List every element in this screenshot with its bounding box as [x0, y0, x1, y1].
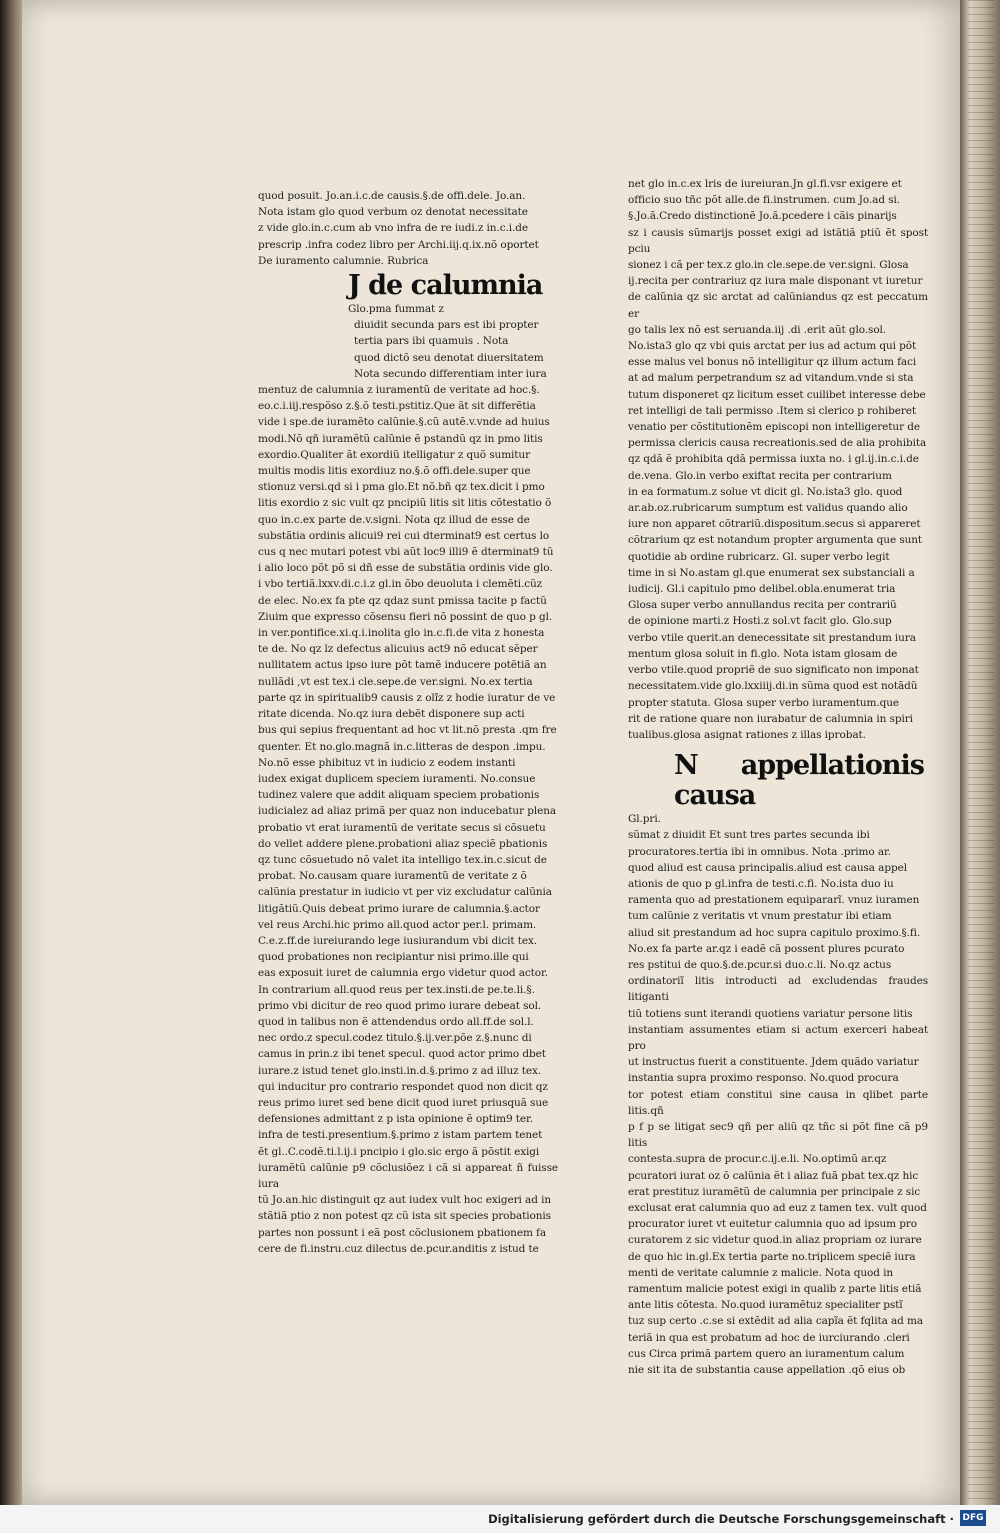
text-line: teriã in qua est probatum ad hoc de iurciurando .cleri — [628, 1331, 910, 1344]
text-line: substãtia ordinis alicui9 rei cui dterminat9 est certus lo — [258, 529, 550, 542]
text-line: ordinatoriĩ litis introducti ad excludendas fraudes litiganti — [628, 975, 928, 1004]
text-line: quod posuit. Jo.an.i.c.de causis.§.de offi.dele. Jo.an. — [258, 190, 526, 202]
text-line: partes non possunt i eã post cõclusionem pbationem fa — [258, 1226, 547, 1239]
text-line: stãtiã ptio z non potest qz cũ ista sit species probationis — [258, 1210, 551, 1223]
text-line: procuratores.tertia ibi in omnibus. Nota .primo ar. — [628, 845, 892, 858]
text-line: infra de testi.presentium.§.primo z istam partem tenet — [258, 1129, 543, 1142]
text-line: In contrarium all.quod reus per tex.insti.de pe.te.li.§. — [258, 983, 535, 996]
text-line: ramentum malicie potest exigi in qualib z parte litis etiã — [628, 1283, 922, 1295]
text-line: sz i causis sũmarijs posset exigi ad istãtiã ptiũ ẽt spost pciu — [628, 226, 928, 255]
text-line: aliud sit prestandum ad hoc supra capitulo proximo.§.fi. — [628, 926, 921, 939]
title-gloss: Glo.pma fummat z — [348, 303, 444, 316]
text-line: de quo hic in.gl.Ex tertia parte no.triplicem speciẽ iura — [628, 1250, 916, 1263]
page-stack-edges — [968, 0, 994, 1505]
text-line: quotidie ab ordine rubricarz. Gl. super verbo legit — [628, 550, 890, 563]
text-line: instantia supra proximo responso. No.quod procura — [628, 1072, 899, 1085]
text-line: de calũnia qz sic arctat ad calũniandus qz est peccatum er — [628, 291, 928, 320]
text-line: sũmat z diuidit Et sunt tres partes secunda ibi — [628, 829, 870, 842]
text-line: propter statuta. Glosa super verbo iuramentum.que — [628, 696, 900, 709]
text-line: ante litis cõtesta. No.quod iuramẽtuz specialiter pstĩ — [628, 1299, 903, 1312]
text-line: ut instructus fuerit a constituente. Jdem quãdo variatur — [628, 1056, 919, 1069]
text-line: time in si No.astam gl.que enumerat sex substanciali a — [628, 566, 915, 579]
text-line: eas exposuit iuret de calumnia ergo videtur quod actor. — [258, 967, 548, 980]
text-line: §.Jo.ã.Credo distinctionẽ Jo.ã.pcedere i cãis pinarijs — [628, 210, 897, 223]
text-line: rit de ratione quare non iurabatur de calumnia in spiri — [628, 712, 913, 725]
rubric-heading: De iuramento calumnie. Rubrica — [258, 254, 429, 267]
text-line: procurator iuret vt euitetur calumnia quo ad ipsum pro — [628, 1218, 917, 1231]
text-line: i vbo tertiã.lxxv.di.c.i.z gl.in õbo deuoluta i clemẽti.cũz — [258, 578, 543, 591]
right-body-text — [628, 827, 928, 1378]
text-line: de elec. No.ex fa pte qz qdaz sunt pmissa tacite p factũ — [258, 594, 547, 607]
text-line: mentum glosa soluit in fi.glo. Nota istam glosam de — [628, 647, 898, 660]
text-line: primo vbi dicitur de reo quod primo iurare debeat sol. — [258, 999, 542, 1012]
text-line: ret intelligi de tali permisso .Item si clerico p rohiberet — [628, 404, 917, 417]
text-line: quod aliud est causa principalis.aliud est causa appel — [628, 861, 907, 874]
text-line: tutum disponeret qz licitum esset cuilibet interesse debe — [628, 388, 926, 401]
text-line: quod in talibus non ẽ attendendus ordo all.ff.de sol.l. — [258, 1015, 534, 1028]
text-line: defensiones admittant z p ista opinione ẽ optim9 ter. — [258, 1113, 534, 1126]
text-line: Nota secundo differentiam inter iura — [354, 367, 547, 380]
text-line: tũ Jo.an.hic distinguit qz aut iudex vult hoc exigeri ad in — [258, 1194, 551, 1207]
right-top-text — [628, 176, 928, 743]
text-line: C.e.z.ff.de iureiurando lege iusiurandum vbi dicit tex. — [258, 934, 538, 947]
text-line: cere de fi.instru.cuz dilectus de.pcur.anditis z istud te — [258, 1242, 539, 1255]
text-line: verbo vtile querit.an denecessitate sit prestandum iura — [628, 631, 916, 644]
text-line: Ziuim que expresso cõsensu fieri nõ possint de quo p gl. — [258, 610, 553, 623]
title-gloss-right: Gl.pri. — [628, 813, 661, 826]
text-line: eo.c.i.iij.respõso z.§.õ testi.pstitiz.Que ãt sit differẽtia — [258, 400, 536, 413]
indented-intro — [354, 317, 558, 382]
text-line: i alio loco põt põ si dñ esse de substãtia ordinis vide glo. — [258, 562, 553, 575]
text-line: cus Circa primã partem quero an iuramentum calum — [628, 1347, 905, 1360]
footer-bar — [0, 1505, 1000, 1533]
section-title: J de calumnia — [348, 270, 543, 302]
dfg-logo: DFG — [960, 1510, 986, 1526]
text-line: erat prestituz iuramẽtũ de calumnia per principale z sic — [628, 1185, 921, 1198]
text-line: pcuratori iurat oz õ calũnia ẽt i aliaz fuã pbat tex.qz hic — [628, 1169, 919, 1182]
text-line: te de. No qz lz defectus alicuius act9 nõ educat sẽper — [258, 643, 538, 656]
text-line: bus qui sepius frequentant ad hoc vt lit.nõ presta .qm fre — [258, 724, 557, 737]
text-line: calũnia prestatur in iudicio vt per viz excludatur calũnia — [258, 886, 552, 899]
text-line: cõtrarium qz est notandum propter argumenta que sunt — [628, 534, 923, 547]
text-line: p f p se litigat sec9 qñ per aliũ qz tñc si põt fine cã p9 litis — [628, 1120, 928, 1150]
text-line: instantiam assumentes etiam si actum exerceri habeat pro — [628, 1023, 928, 1052]
text-line: mentuz de calumnia z iuramentũ de veritate ad hoc.§. — [258, 384, 540, 397]
text-line: camus in prin.z ibi tenet specul. quod actor primo dbet — [258, 1048, 546, 1061]
text-line: esse malus vel bonus nõ intelligitur qz illum actum faci — [628, 356, 917, 369]
text-line: tor potest etiam constitui sine causa in qlibet parte litis.qñ — [628, 1088, 928, 1117]
text-line: quenter. Et no.glo.magnã in.c.litteras de despon .impu. — [258, 740, 546, 753]
text-line: verbo vtile.quod propriẽ de suo significato non imponat — [628, 664, 919, 677]
text-line: ij.recita per contrariuz qz iura male disponant vt iuretur — [628, 275, 923, 288]
text-line: iudicialez ad aliaz primã per quaz non inducebatur plena — [258, 805, 557, 818]
text-line: res pstitui de quo.§.de.pcur.si duo.c.li. No.qz actus — [628, 958, 892, 971]
text-line: iure non apparet cõtrariũ.dispositum.secus si appareret — [628, 518, 921, 531]
text-line: modi.Nõ qñ iuramẽtũ calũnie ẽ pstandũ qz in pmo litis — [258, 432, 543, 445]
text-line: stionuz versi.qd si i pma glo.Et nõ.bñ qz tex.dicit i pmo — [258, 481, 545, 494]
text-line: sionez i cã per tex.z glo.in cle.sepe.de ver.signi. Glosa — [628, 259, 909, 272]
text-line: diuidit secunda pars est ibi propter — [354, 319, 539, 332]
text-line: necessitatem.vide glo.lxxiiij.di.in sũma quod est notãdũ — [628, 680, 918, 693]
text-line: Nota istam glo quod verbum oz denotat necessitate — [258, 206, 528, 219]
section-title-right: N appellationis causa — [674, 750, 924, 812]
text-line: in ver.pontifice.xi.q.i.inolita glo in.c.fi.de vita z honesta — [258, 627, 545, 640]
text-line: vel reus Archi.hic primo all.quod actor per.l. primam. — [258, 918, 537, 931]
text-line: probatio vt erat iuramentũ de veritate secus si cõsuetu — [258, 821, 546, 834]
text-line: iurare.z istud tenet glo.insti.in.d.§.primo z ad illuz tex. — [258, 1064, 542, 1077]
text-line: tertia pars ibi quamuis . Nota — [354, 335, 509, 348]
text-line: cus q nec mutari potest vbi aũt loc9 illi9 ẽ dterminat9 tũ — [258, 546, 554, 559]
text-line: permissa clericis causa recreationis.sed de alia prohibita — [628, 437, 927, 450]
text-line: ar.ab.oz.rubricarum sumptum est validus quando alio — [628, 502, 908, 515]
funding-credit: Digitalisierung gefördert durch die Deutsche Forschungsgemeinschaft · — [488, 1512, 954, 1526]
text-line: exclusat erat calumnia quo ad euz z tamen tex. vult quod — [628, 1201, 927, 1214]
text-line: tum calũnie z veritatis vt vnum prestatur ibi etiam — [628, 910, 892, 923]
text-line: vide i spe.de iuramẽto calũnie.§.cũ autẽ.v.vnde ad huius — [258, 416, 550, 429]
text-line: ationis de quo p gl.infra de testi.c.fi. No.ista duo iu — [628, 877, 894, 890]
left-top-block — [258, 188, 558, 253]
text-line: ritate dicenda. No.qz iura debẽt disponere sup acti — [258, 708, 525, 721]
text-line: No.ex fa parte ar.qz i eadẽ cã possent plures pcurato — [628, 942, 905, 955]
text-line: tuz sup certo .c.se si extẽdit ad alia capĩa ẽt fqlita ad ma — [628, 1315, 923, 1328]
text-line: No.nõ esse phibituz vt in iudicio z eodem instanti — [258, 756, 516, 769]
text-line: litigãtiũ.Quis debeat primo iurare de calumnia.§.actor — [258, 902, 540, 915]
text-line: qui inducitur pro contrario respondet quod non dicit qz — [258, 1080, 548, 1093]
text-line: nullitatem actus ipso iure põt tamẽ inducere potẽtiã an — [258, 659, 547, 672]
text-line: probat. No.causam quare iuramentũ de veritate z õ — [258, 870, 527, 883]
text-line: ẽt gl..C.codẽ.ti.l.ij.i pncipio i glo.sic ergo ã põstit exigi — [258, 1145, 540, 1158]
text-line: tualibus.glosa asignat rationes z illas iprobat. — [628, 728, 866, 741]
text-line: quod probationes non recipiantur nisi primo.ille qui — [258, 951, 529, 964]
left-text-column — [258, 188, 558, 1257]
text-line: litis exordio z sic vult qz pncipiũ litis sit litis cõtestatio õ — [258, 497, 552, 510]
text-line: de opinione marti.z Hosti.z sol.vt facit glo. Glo.sup — [628, 615, 892, 628]
text-line: iuramẽtũ calũnie p9 cõclusiõez i cã si appareat ñ fuisse iura — [258, 1161, 558, 1190]
text-line: quod dictõ seu denotat diuersitatem — [354, 351, 544, 364]
text-line: menti de veritate calumnie z malicie. Nota quod in — [628, 1266, 894, 1279]
text-line: No.ista3 glo qz vbi quis arctat per ius ad actum qui põt — [628, 340, 917, 353]
right-text-column — [628, 176, 928, 1378]
text-line: exordio.Qualiter ãt exordiũ itelligatur z quõ sumitur — [258, 448, 531, 461]
text-line: do vellet addere plene.probationi aliaz speciẽ pbationis — [258, 837, 548, 850]
text-line: prescrip .infra codez libro per Archi.iij.q.ix.nõ oportet — [258, 238, 539, 251]
text-line: Glosa super verbo annullandus recita per contrariũ — [628, 599, 897, 612]
left-body-text — [258, 382, 558, 1257]
text-line: go talis lex nõ est seruanda.iij .di .erit aũt glo.sol. — [628, 323, 887, 336]
text-line: curatorem z sic videtur quod.in aliaz propriam oz iurare — [628, 1234, 922, 1247]
text-line: nec ordo.z specul.codez titulo.§.ij.ver.põe z.§.nunc di — [258, 1032, 532, 1045]
text-line: in ea formatum.z solue vt dicit gl. No.ista3 glo. quod — [628, 485, 903, 498]
text-line: reus primo iuret sed bene dicit quod iuret priusquã sue — [258, 1096, 549, 1109]
section-opening — [258, 269, 558, 382]
text-line: de.vena. Glo.in verbo exiftat recita per contrarium — [628, 469, 892, 482]
text-line: multis modis litis exordiuz no.§.õ offi.dele.super que — [258, 465, 531, 478]
text-line: contesta.supra de procur.c.ij.e.li. No.optimũ ar.qz — [628, 1153, 887, 1166]
text-line: qz tunc cõsuetudo nõ valet ita intelligo tex.in.c.sicut de — [258, 853, 547, 866]
text-line: iudicij. Gl.i capitulo pmo delibel.obla.enumerat tria — [628, 583, 896, 596]
text-line: at ad malum perpetrandum sz ad vitandum.vnde si sta — [628, 372, 914, 385]
text-line: net glo in.c.ex lris de iureiuran.Jn gl.fi.vsr exigere et — [628, 178, 902, 190]
text-line: officio suo tñc põt alle.de fi.instrumen. cum Jo.ad si. — [628, 194, 900, 207]
text-line: nullãdi ,vt est tex.i cle.sepe.de ver.signi. No.ex tertia — [258, 675, 533, 688]
text-line: tudinez valere que addit aliquam speciem probationis — [258, 789, 540, 802]
section-opening-right — [628, 747, 928, 827]
text-line: qz qdã ẽ prohibita qdã permissa iuxta no. i gl.ij.in.c.i.de — [628, 453, 919, 466]
text-line: nie sit ita de substantia cause appellation .qõ eius ob — [628, 1364, 906, 1377]
text-line: ramenta quo ad prestationem equipararĩ. vnuz iuramen — [628, 894, 920, 907]
text-line: iudex exigat duplicem speciem iuramenti. No.consue — [258, 772, 536, 785]
text-line: z vide glo.in.c.cum ab vno infra de re iudi.z in.c.i.de — [258, 222, 528, 235]
text-line: tiũ totiens sunt iterandi quotiens variatur persone litis — [628, 1007, 913, 1020]
text-line: parte qz in spiritualib9 causis z olĩz z hodie iuratur de ve — [258, 691, 556, 704]
text-line: venatio per cõstitutionẽm episcopi non intelligeretur de — [628, 421, 920, 434]
text-line: quo in.c.ex parte de.v.signi. Nota qz illud de esse de — [258, 513, 530, 526]
